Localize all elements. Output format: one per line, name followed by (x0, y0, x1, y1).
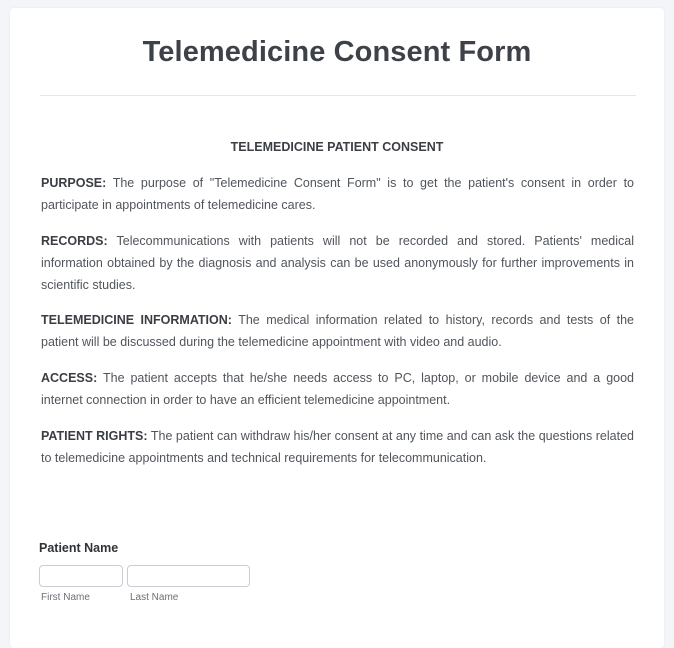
form-card (10, 8, 664, 648)
access-paragraph (41, 367, 634, 411)
section-heading: TELEMEDICINE PATIENT CONSENT (230, 140, 444, 154)
first-name-input[interactable] (39, 565, 123, 587)
telemedicine-information-text: The medical information related to history, records and tests of the patient will be discussed during the telemedicine appointment with video and audio. (41, 313, 635, 349)
records-text: Telecommunications with patients will not be recorded and stored. Patients' medical information obtained by the diagnosis and analysis can be used anonymously for further improvements in scientific studies. (41, 234, 634, 292)
access-text: The patient accepts that he/she needs access to PC, laptop, or mobile device and a good internet connection in order to have an efficient telemedicine appointment. (41, 371, 634, 407)
patient-rights-paragraph (41, 425, 634, 469)
first-name-sublabel: First Name (41, 592, 90, 603)
purpose-paragraph (41, 172, 634, 216)
patient-name-label: Patient Name (39, 541, 119, 555)
form-title: Telemedicine Consent Form (142, 36, 532, 68)
records-label: RECORDS: (41, 234, 108, 248)
patient-rights-text: The patient can withdraw his/her consent at any time and can ask the questions related to telemedicine appointments and technical requirements for telecommunication. (41, 429, 634, 465)
records-paragraph (41, 230, 634, 296)
last-name-input[interactable] (127, 565, 250, 587)
title-divider (40, 95, 636, 96)
telemedicine-information-paragraph (41, 309, 634, 353)
telemedicine-information-label: TELEMEDICINE INFORMATION: (41, 313, 232, 327)
purpose-label: PURPOSE: (41, 176, 107, 190)
patient-rights-label: PATIENT RIGHTS: (41, 429, 148, 443)
last-name-sublabel: Last Name (130, 592, 179, 603)
access-label: ACCESS: (41, 371, 98, 385)
purpose-text: The purpose of "Telemedicine Consent Form" is to get the patient's consent in order to participate in appointments of telemedicine cares. (41, 176, 634, 212)
